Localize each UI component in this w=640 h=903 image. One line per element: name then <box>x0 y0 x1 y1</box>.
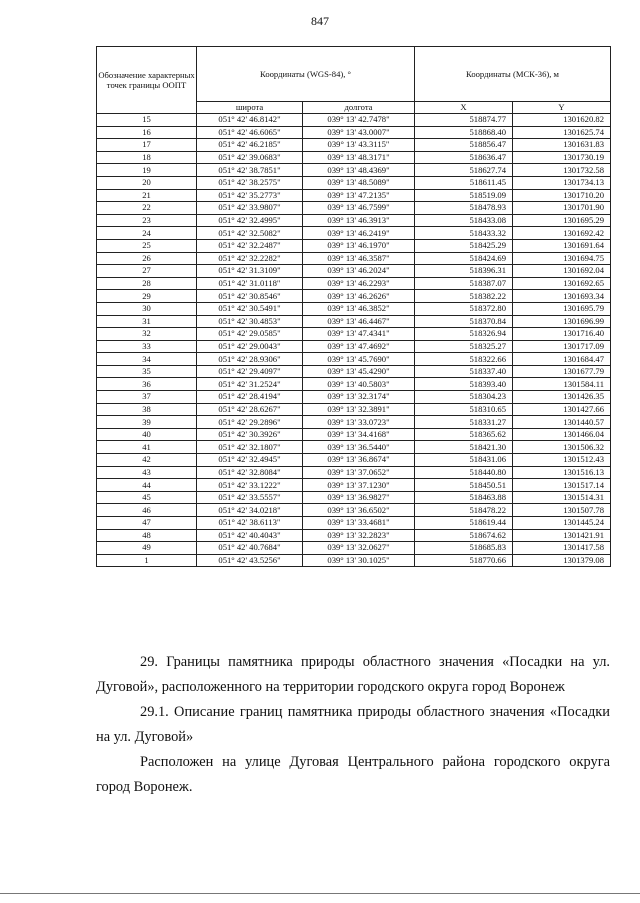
subheader-latitude: широта <box>197 102 303 114</box>
point-number: 35 <box>97 365 197 378</box>
longitude-cell: 039° 13' 46.4467" <box>303 315 415 328</box>
subheader-x: X <box>415 102 513 114</box>
point-number: 33 <box>97 340 197 353</box>
y-coordinate-cell: 1301716.40 <box>513 328 611 341</box>
y-coordinate-cell: 1301692.65 <box>513 277 611 290</box>
table-row <box>97 189 611 202</box>
location-description: Расположен на улице Дуговая Центрального района городского округа город Воронеж. <box>96 754 610 795</box>
y-coordinate-cell: 1301584.11 <box>513 378 611 391</box>
document-body <box>96 650 610 800</box>
table-row <box>97 466 611 479</box>
x-coordinate-cell: 518387.07 <box>415 277 513 290</box>
y-coordinate-cell: 1301379.08 <box>513 554 611 567</box>
point-number: 20 <box>97 176 197 189</box>
latitude-cell: 051° 42' 32.1807" <box>197 441 303 454</box>
latitude-cell: 051° 42' 30.8546" <box>197 290 303 303</box>
latitude-cell: 051° 42' 46.6065" <box>197 126 303 139</box>
longitude-cell: 039° 13' 34.4168" <box>303 428 415 441</box>
longitude-cell: 039° 13' 43.3115" <box>303 139 415 152</box>
header-point-designation: Обозначение характерных точек границы ООПТ <box>97 47 197 114</box>
longitude-cell: 039° 13' 36.9827" <box>303 491 415 504</box>
latitude-cell: 051° 42' 30.5491" <box>197 302 303 315</box>
x-coordinate-cell: 518425.29 <box>415 239 513 252</box>
table-row <box>97 391 611 404</box>
coordinates-table <box>96 46 611 567</box>
x-coordinate-cell: 518463.88 <box>415 491 513 504</box>
latitude-cell: 051° 42' 32.4945" <box>197 454 303 467</box>
y-coordinate-cell: 1301440.57 <box>513 416 611 429</box>
latitude-cell: 051° 42' 33.1222" <box>197 479 303 492</box>
point-number: 22 <box>97 202 197 215</box>
longitude-cell: 039° 13' 46.2024" <box>303 265 415 278</box>
x-coordinate-cell: 518440.80 <box>415 466 513 479</box>
section-29-1-heading: 29.1. Описание границ памятника природы областного значения «Посадки на ул. Дуговой» <box>96 704 610 745</box>
point-number: 48 <box>97 529 197 542</box>
point-number: 45 <box>97 491 197 504</box>
latitude-cell: 051° 42' 43.5256" <box>197 554 303 567</box>
longitude-cell: 039° 13' 48.5089" <box>303 176 415 189</box>
y-coordinate-cell: 1301620.82 <box>513 114 611 127</box>
latitude-cell: 051° 42' 35.2773" <box>197 189 303 202</box>
x-coordinate-cell: 518433.08 <box>415 214 513 227</box>
longitude-cell: 039° 13' 30.1025" <box>303 554 415 567</box>
point-number: 27 <box>97 265 197 278</box>
table-row <box>97 416 611 429</box>
y-coordinate-cell: 1301696.99 <box>513 315 611 328</box>
table-row <box>97 365 611 378</box>
y-coordinate-cell: 1301417.58 <box>513 542 611 555</box>
y-coordinate-cell: 1301691.64 <box>513 239 611 252</box>
x-coordinate-cell: 518611.45 <box>415 176 513 189</box>
point-number: 17 <box>97 139 197 152</box>
longitude-cell: 039° 13' 46.3852" <box>303 302 415 315</box>
longitude-cell: 039° 13' 43.0007" <box>303 126 415 139</box>
point-number: 32 <box>97 328 197 341</box>
x-coordinate-cell: 518382.22 <box>415 290 513 303</box>
table-row <box>97 378 611 391</box>
longitude-cell: 039° 13' 37.1230" <box>303 479 415 492</box>
point-number: 18 <box>97 151 197 164</box>
x-coordinate-cell: 518325.27 <box>415 340 513 353</box>
x-coordinate-cell: 518433.32 <box>415 227 513 240</box>
longitude-cell: 039° 13' 46.2419" <box>303 227 415 240</box>
latitude-cell: 051° 42' 39.0683" <box>197 151 303 164</box>
longitude-cell: 039° 13' 32.2823" <box>303 529 415 542</box>
longitude-cell: 039° 13' 47.4341" <box>303 328 415 341</box>
point-number: 42 <box>97 454 197 467</box>
longitude-cell: 039° 13' 46.7599" <box>303 202 415 215</box>
y-coordinate-cell: 1301694.75 <box>513 252 611 265</box>
y-coordinate-cell: 1301445.24 <box>513 517 611 530</box>
y-coordinate-cell: 1301692.42 <box>513 227 611 240</box>
point-number: 36 <box>97 378 197 391</box>
latitude-cell: 051° 42' 46.2185" <box>197 139 303 152</box>
latitude-cell: 051° 42' 29.0043" <box>197 340 303 353</box>
table-row <box>97 542 611 555</box>
point-number: 46 <box>97 504 197 517</box>
longitude-cell: 039° 13' 36.5440" <box>303 441 415 454</box>
y-coordinate-cell: 1301732.58 <box>513 164 611 177</box>
y-coordinate-cell: 1301517.14 <box>513 479 611 492</box>
table-row <box>97 353 611 366</box>
table-row <box>97 529 611 542</box>
y-coordinate-cell: 1301684.47 <box>513 353 611 366</box>
latitude-cell: 051° 42' 31.0118" <box>197 277 303 290</box>
point-number: 1 <box>97 554 197 567</box>
table-row <box>97 252 611 265</box>
point-number: 29 <box>97 290 197 303</box>
latitude-cell: 051° 42' 46.8142" <box>197 114 303 127</box>
section-29-heading: 29. Границы памятника природы областного значения «Посадки на ул. Дуговой», расположенного на территории городского округа город Воронеж <box>96 654 610 695</box>
latitude-cell: 051° 42' 40.4043" <box>197 529 303 542</box>
y-coordinate-cell: 1301466.04 <box>513 428 611 441</box>
longitude-cell: 039° 13' 47.4692" <box>303 340 415 353</box>
table-row <box>97 227 611 240</box>
latitude-cell: 051° 42' 33.9807" <box>197 202 303 215</box>
latitude-cell: 051° 42' 38.2575" <box>197 176 303 189</box>
page-bottom-rule <box>0 893 640 894</box>
table-row <box>97 328 611 341</box>
table-row <box>97 441 611 454</box>
latitude-cell: 051° 42' 32.8084" <box>197 466 303 479</box>
point-number: 43 <box>97 466 197 479</box>
x-coordinate-cell: 518365.62 <box>415 428 513 441</box>
latitude-cell: 051° 42' 29.4097" <box>197 365 303 378</box>
x-coordinate-cell: 518331.27 <box>415 416 513 429</box>
longitude-cell: 039° 13' 45.4290" <box>303 365 415 378</box>
latitude-cell: 051° 42' 32.5082" <box>197 227 303 240</box>
longitude-cell: 039° 13' 33.4681" <box>303 517 415 530</box>
point-number: 39 <box>97 416 197 429</box>
latitude-cell: 051° 42' 33.5557" <box>197 491 303 504</box>
table-row <box>97 491 611 504</box>
x-coordinate-cell: 518450.51 <box>415 479 513 492</box>
x-coordinate-cell: 518519.09 <box>415 189 513 202</box>
y-coordinate-cell: 1301516.13 <box>513 466 611 479</box>
y-coordinate-cell: 1301695.29 <box>513 214 611 227</box>
y-coordinate-cell: 1301692.04 <box>513 265 611 278</box>
x-coordinate-cell: 518372.80 <box>415 302 513 315</box>
latitude-cell: 051° 42' 28.9306" <box>197 353 303 366</box>
table-row <box>97 504 611 517</box>
point-number: 47 <box>97 517 197 530</box>
table-row <box>97 139 611 152</box>
x-coordinate-cell: 518770.66 <box>415 554 513 567</box>
x-coordinate-cell: 518431.06 <box>415 454 513 467</box>
table-row <box>97 176 611 189</box>
point-number: 16 <box>97 126 197 139</box>
y-coordinate-cell: 1301514.31 <box>513 491 611 504</box>
point-number: 21 <box>97 189 197 202</box>
table-row <box>97 151 611 164</box>
longitude-cell: 039° 13' 46.2626" <box>303 290 415 303</box>
x-coordinate-cell: 518478.22 <box>415 504 513 517</box>
longitude-cell: 039° 13' 36.6502" <box>303 504 415 517</box>
latitude-cell: 051° 42' 29.2896" <box>197 416 303 429</box>
longitude-cell: 039° 13' 40.5803" <box>303 378 415 391</box>
point-number: 49 <box>97 542 197 555</box>
longitude-cell: 039° 13' 48.3171" <box>303 151 415 164</box>
x-coordinate-cell: 518322.66 <box>415 353 513 366</box>
table-row <box>97 290 611 303</box>
latitude-cell: 051° 42' 32.2282" <box>197 252 303 265</box>
x-coordinate-cell: 518685.83 <box>415 542 513 555</box>
x-coordinate-cell: 518424.69 <box>415 252 513 265</box>
latitude-cell: 051° 42' 32.4995" <box>197 214 303 227</box>
point-number: 37 <box>97 391 197 404</box>
subheader-y: Y <box>513 102 611 114</box>
longitude-cell: 039° 13' 47.2135" <box>303 189 415 202</box>
latitude-cell: 051° 42' 28.4194" <box>197 391 303 404</box>
point-number: 24 <box>97 227 197 240</box>
table-row <box>97 554 611 567</box>
point-number: 40 <box>97 428 197 441</box>
point-number: 41 <box>97 441 197 454</box>
y-coordinate-cell: 1301730.19 <box>513 151 611 164</box>
coordinates-table-body <box>97 114 611 567</box>
y-coordinate-cell: 1301507.78 <box>513 504 611 517</box>
longitude-cell: 039° 13' 46.3587" <box>303 252 415 265</box>
longitude-cell: 039° 13' 36.8674" <box>303 454 415 467</box>
table-row <box>97 315 611 328</box>
table-row <box>97 239 611 252</box>
header-msk36: Координаты (МСК-36), м <box>415 47 611 102</box>
table-row <box>97 202 611 215</box>
y-coordinate-cell: 1301427.66 <box>513 403 611 416</box>
longitude-cell: 039° 13' 32.0627" <box>303 542 415 555</box>
y-coordinate-cell: 1301677.79 <box>513 365 611 378</box>
point-number: 44 <box>97 479 197 492</box>
table-row <box>97 428 611 441</box>
x-coordinate-cell: 518304.23 <box>415 391 513 404</box>
latitude-cell: 051° 42' 29.0585" <box>197 328 303 341</box>
longitude-cell: 039° 13' 45.7690" <box>303 353 415 366</box>
latitude-cell: 051° 42' 34.0218" <box>197 504 303 517</box>
latitude-cell: 051° 42' 28.6267" <box>197 403 303 416</box>
y-coordinate-cell: 1301710.20 <box>513 189 611 202</box>
y-coordinate-cell: 1301506.32 <box>513 441 611 454</box>
longitude-cell: 039° 13' 46.1970" <box>303 239 415 252</box>
x-coordinate-cell: 518310.65 <box>415 403 513 416</box>
point-number: 15 <box>97 114 197 127</box>
table-row <box>97 479 611 492</box>
latitude-cell: 051° 42' 31.3109" <box>197 265 303 278</box>
x-coordinate-cell: 518370.84 <box>415 315 513 328</box>
y-coordinate-cell: 1301701.90 <box>513 202 611 215</box>
x-coordinate-cell: 518674.62 <box>415 529 513 542</box>
point-number: 38 <box>97 403 197 416</box>
table-row <box>97 403 611 416</box>
point-number: 34 <box>97 353 197 366</box>
table-row <box>97 517 611 530</box>
longitude-cell: 039° 13' 48.4369" <box>303 164 415 177</box>
y-coordinate-cell: 1301693.34 <box>513 290 611 303</box>
table-row <box>97 454 611 467</box>
x-coordinate-cell: 518868.40 <box>415 126 513 139</box>
y-coordinate-cell: 1301512.43 <box>513 454 611 467</box>
x-coordinate-cell: 518636.47 <box>415 151 513 164</box>
point-number: 31 <box>97 315 197 328</box>
x-coordinate-cell: 518393.40 <box>415 378 513 391</box>
point-number: 30 <box>97 302 197 315</box>
point-number: 19 <box>97 164 197 177</box>
y-coordinate-cell: 1301734.13 <box>513 176 611 189</box>
table-row <box>97 265 611 278</box>
table-row <box>97 214 611 227</box>
x-coordinate-cell: 518337.40 <box>415 365 513 378</box>
longitude-cell: 039° 13' 33.0723" <box>303 416 415 429</box>
table-row <box>97 277 611 290</box>
latitude-cell: 051° 42' 30.3926" <box>197 428 303 441</box>
longitude-cell: 039° 13' 37.0652" <box>303 466 415 479</box>
latitude-cell: 051° 42' 30.4853" <box>197 315 303 328</box>
table-row <box>97 340 611 353</box>
longitude-cell: 039° 13' 46.3913" <box>303 214 415 227</box>
longitude-cell: 039° 13' 42.7478" <box>303 114 415 127</box>
y-coordinate-cell: 1301631.83 <box>513 139 611 152</box>
x-coordinate-cell: 518421.30 <box>415 441 513 454</box>
page-number: 847 <box>311 14 329 28</box>
x-coordinate-cell: 518478.93 <box>415 202 513 215</box>
y-coordinate-cell: 1301426.35 <box>513 391 611 404</box>
point-number: 25 <box>97 239 197 252</box>
point-number: 23 <box>97 214 197 227</box>
table-row <box>97 164 611 177</box>
table-row <box>97 126 611 139</box>
header-wgs84: Координаты (WGS-84), ° <box>197 47 415 102</box>
y-coordinate-cell: 1301625.74 <box>513 126 611 139</box>
x-coordinate-cell: 518326.94 <box>415 328 513 341</box>
x-coordinate-cell: 518856.47 <box>415 139 513 152</box>
latitude-cell: 051° 42' 38.7851" <box>197 164 303 177</box>
longitude-cell: 039° 13' 46.2293" <box>303 277 415 290</box>
y-coordinate-cell: 1301717.09 <box>513 340 611 353</box>
latitude-cell: 051° 42' 31.2524" <box>197 378 303 391</box>
subheader-longitude: долгота <box>303 102 415 114</box>
latitude-cell: 051° 42' 38.6113" <box>197 517 303 530</box>
table-row <box>97 302 611 315</box>
x-coordinate-cell: 518396.31 <box>415 265 513 278</box>
point-number: 28 <box>97 277 197 290</box>
latitude-cell: 051° 42' 40.7684" <box>197 542 303 555</box>
latitude-cell: 051° 42' 32.2487" <box>197 239 303 252</box>
point-number: 26 <box>97 252 197 265</box>
y-coordinate-cell: 1301421.91 <box>513 529 611 542</box>
table-row <box>97 114 611 127</box>
y-coordinate-cell: 1301695.79 <box>513 302 611 315</box>
x-coordinate-cell: 518627.74 <box>415 164 513 177</box>
longitude-cell: 039° 13' 32.3891" <box>303 403 415 416</box>
longitude-cell: 039° 13' 32.3174" <box>303 391 415 404</box>
x-coordinate-cell: 518874.77 <box>415 114 513 127</box>
x-coordinate-cell: 518619.44 <box>415 517 513 530</box>
